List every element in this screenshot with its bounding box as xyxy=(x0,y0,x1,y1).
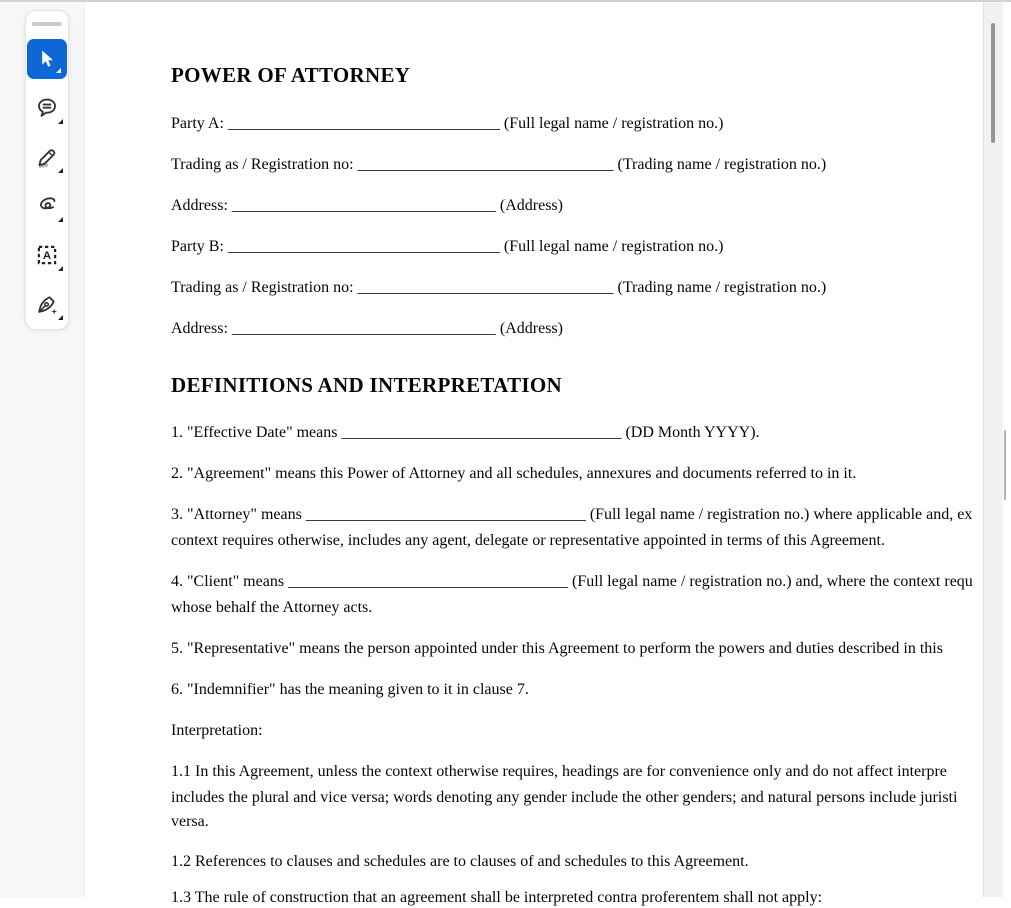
document-scrollbar-track[interactable] xyxy=(983,2,1003,897)
clause-4-line: 4. "Client" means ___________________________________ (Full legal name / registration no.) and, where the context requ xyxy=(171,573,973,590)
lasso-tool-button[interactable] xyxy=(27,186,67,226)
signature-icon xyxy=(34,291,60,317)
document-scrollbar-thumb[interactable] xyxy=(991,23,995,143)
text-select-tool-button[interactable] xyxy=(27,235,67,275)
cursor-icon xyxy=(35,47,59,71)
trading-b-line: Trading as / Registration no: ________________________________ (Trading name / registration no.) xyxy=(171,279,827,296)
annotation-toolbar xyxy=(25,10,69,330)
interpretation-label: Interpretation: xyxy=(171,722,263,739)
clause-1-3-line: 1.3 The rule of construction that an agreement shall be interpreted contra proferentem shall not apply: xyxy=(171,889,823,906)
clause-1-1-line-2: includes the plural and vice versa; words denoting any gender include the other genders; and natural persons include juristi xyxy=(171,789,958,806)
comment-tool-button[interactable] xyxy=(27,88,67,128)
clause-3-line: 3. "Attorney" means ___________________________________ (Full legal name / registration no.) where applicable and, ex xyxy=(171,506,973,523)
document-page xyxy=(85,2,983,906)
select-tool-button[interactable] xyxy=(27,39,67,79)
pen-tool-button[interactable] xyxy=(27,137,67,177)
clause-1-2-line: 1.2 References to clauses and schedules are to clauses of and schedules to this Agreement. xyxy=(171,853,749,870)
section-heading: DEFINITIONS AND INTERPRETATION xyxy=(171,373,562,397)
party-a-line: Party A: __________________________________ (Full legal name / registration no.) xyxy=(171,115,724,132)
clause-5-line: 5. "Representative" means the person appointed under this Agreement to perform the powers and duties described in this xyxy=(171,640,943,657)
clause-4-line-2: whose behalf the Attorney acts. xyxy=(171,599,373,616)
toolbar-drag-handle[interactable] xyxy=(32,22,62,26)
clause-1-1-line: 1.1 In this Agreement, unless the context otherwise requires, headings are for convenience only and do not affect interpre xyxy=(171,763,947,780)
window-scrollbar-thumb[interactable] xyxy=(1004,430,1006,500)
document-content xyxy=(85,63,983,908)
clause-1-1-line-3: versa. xyxy=(171,813,209,830)
svg-text:A: A xyxy=(42,250,52,263)
address-a-line: Address: _________________________________ (Address) xyxy=(171,197,563,214)
clause-6-line: 6. "Indemnifier" has the meaning given to it in clause 7. xyxy=(171,681,529,698)
pen-icon xyxy=(34,144,60,170)
clause-2-line: 2. "Agreement" means this Power of Attorney and all schedules, annexures and documents referred to in it. xyxy=(171,465,857,482)
comment-icon xyxy=(34,95,60,121)
lasso-icon xyxy=(34,193,60,219)
clause-1-line: 1. "Effective Date" means ___________________________________ (DD Month YYYY). xyxy=(171,424,760,441)
address-b-line: Address: _________________________________ (Address) xyxy=(171,320,563,337)
signature-tool-button[interactable] xyxy=(27,284,67,324)
party-b-line: Party B: __________________________________ (Full legal name / registration no.) xyxy=(171,238,724,255)
trading-a-line: Trading as / Registration no: ________________________________ (Trading name / registration no.) xyxy=(171,156,827,173)
document-title: POWER OF ATTORNEY xyxy=(171,63,411,87)
clause-3-line-2: context requires otherwise, includes any agent, delegate or representative appointed in terms of this Agreement. xyxy=(171,532,885,549)
text-box-icon xyxy=(34,242,60,268)
